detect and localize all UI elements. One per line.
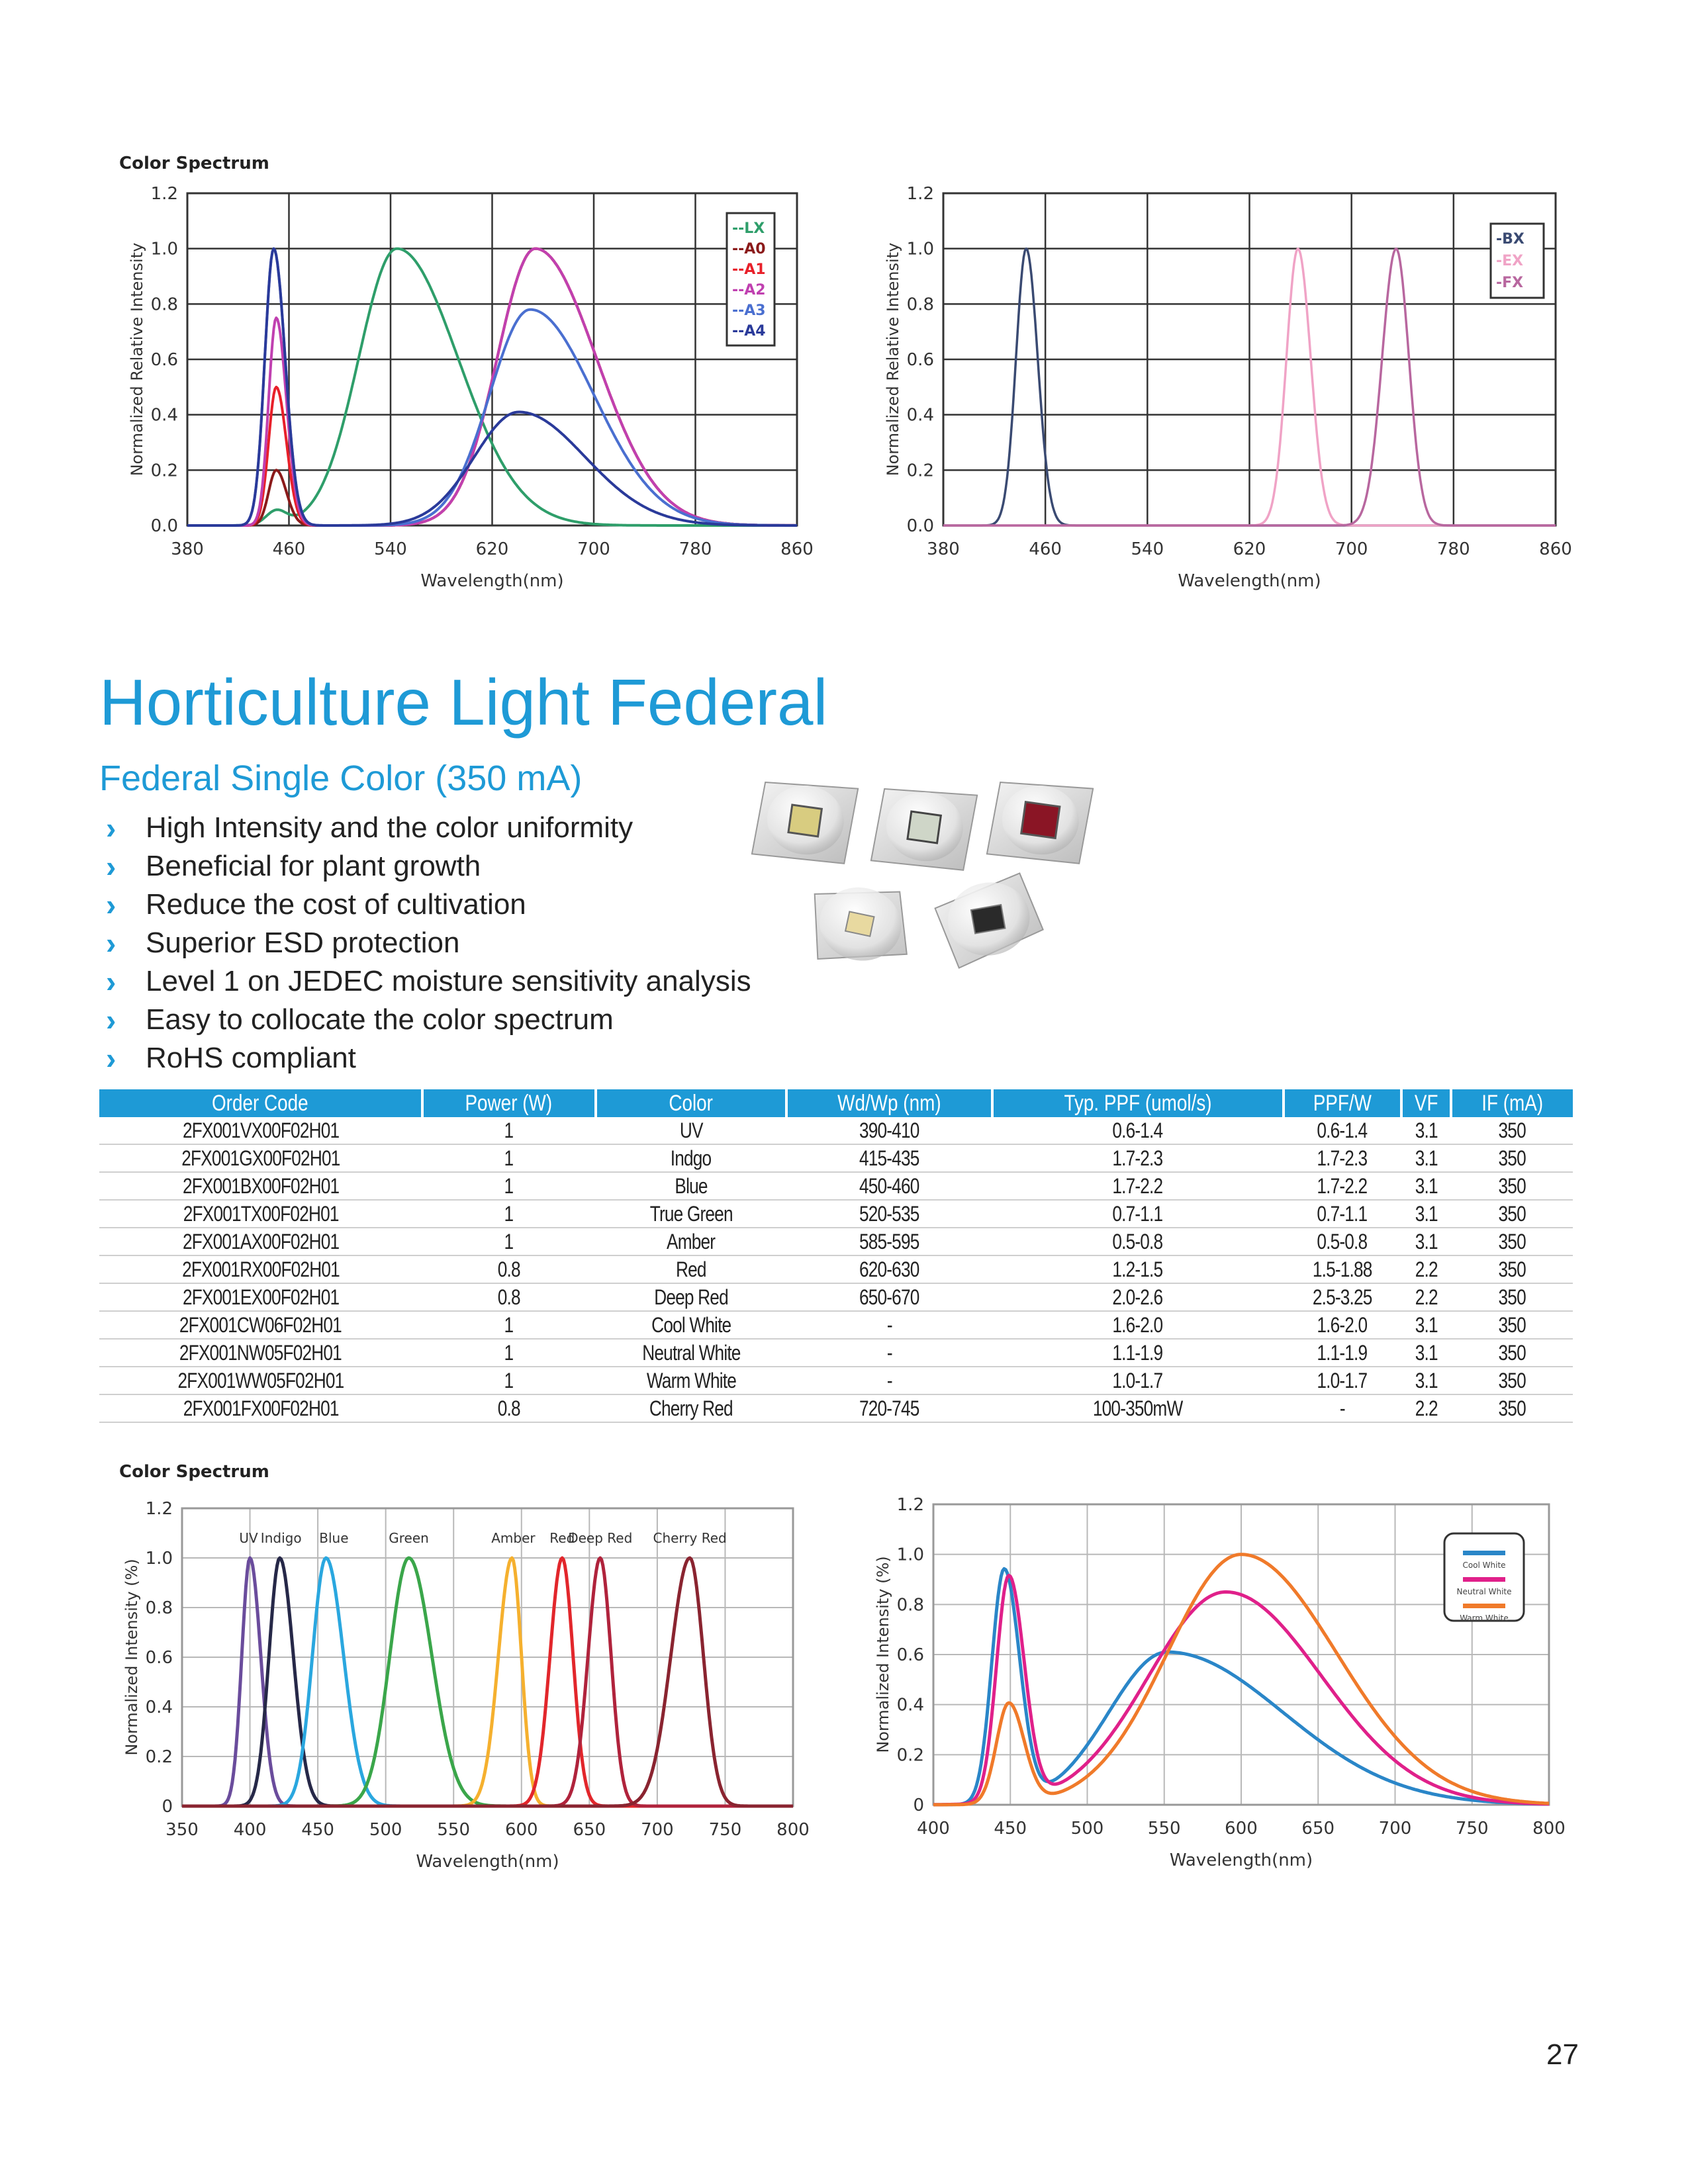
legend-label: --A0 [732, 241, 766, 257]
x-tick-label: 350 [165, 1820, 199, 1840]
legend-label: --LX [732, 220, 765, 237]
table-cell: 1 [422, 1200, 596, 1228]
x-axis-label: Wavelength(nm) [420, 571, 564, 591]
table-cell: 2FX001GX00F02H01 [99, 1144, 422, 1172]
single-color-spectrum-chart [106, 1453, 834, 1883]
y-tick-label: 0 [913, 1796, 924, 1815]
led-white [871, 782, 977, 874]
product-spec-table [99, 1089, 1573, 1423]
y-tick-label: 1.2 [145, 1499, 173, 1519]
chevron-right-icon: › [106, 964, 117, 999]
chevron-right-icon: › [106, 887, 117, 922]
column-header: PPF/W [1284, 1089, 1401, 1117]
legend-label: --A4 [732, 323, 766, 340]
table-cell: 1 [422, 1172, 596, 1200]
table-cell: 1.7-2.3 [1284, 1144, 1401, 1172]
table-row [99, 1117, 1573, 1144]
y-axis-label: Normalized Relative Intensity [128, 242, 146, 477]
table-cell: 1 [422, 1339, 596, 1367]
table-cell: 585-595 [786, 1228, 992, 1255]
table-cell: 620-630 [786, 1255, 992, 1283]
column-header: IF (mA) [1451, 1089, 1573, 1117]
table-cell: 3.1 [1401, 1311, 1452, 1339]
y-tick-label: 1.0 [906, 239, 934, 259]
x-tick-label: 650 [573, 1820, 606, 1840]
x-tick-label: 450 [301, 1820, 334, 1840]
chevron-right-icon: › [106, 811, 117, 845]
x-tick-label: 860 [1539, 539, 1572, 559]
y-axis-label: Normalized Relative Intensity [884, 242, 902, 477]
table-cell: 350 [1451, 1255, 1573, 1283]
legend-label: -BX [1496, 231, 1524, 248]
chevron-right-icon: › [106, 926, 117, 960]
column-header: Typ. PPF (umol/s) [992, 1089, 1284, 1117]
table-cell: 3.1 [1401, 1172, 1452, 1200]
table-cell: 3.1 [1401, 1339, 1452, 1367]
legend-label: Cool White [1462, 1561, 1506, 1570]
table-cell: Deep Red [596, 1283, 786, 1311]
table-cell: 3.1 [1401, 1117, 1452, 1144]
table-cell: 350 [1451, 1394, 1573, 1422]
x-axis-label: Wavelength(nm) [1178, 571, 1321, 591]
legend-swatch [1463, 1604, 1505, 1608]
peak-label: Amber [491, 1530, 536, 1546]
table-cell: Cherry Red [596, 1394, 786, 1422]
table-cell: - [786, 1311, 992, 1339]
x-tick-label: 750 [1455, 1819, 1489, 1839]
legend-swatch [1463, 1551, 1505, 1555]
table-cell: 350 [1451, 1339, 1573, 1367]
y-tick-label: 0.8 [150, 295, 178, 315]
y-tick-label: 0.8 [906, 295, 934, 315]
y-tick-label: 0.2 [906, 461, 934, 481]
x-tick-label: 650 [1301, 1819, 1335, 1839]
table-cell: 2FX001TX00F02H01 [99, 1200, 422, 1228]
feature-item: › RoHS compliant [106, 1041, 356, 1075]
table-cell: 2FX001EX00F02H01 [99, 1283, 422, 1311]
y-tick-label: 0.6 [906, 350, 934, 370]
table-cell: 100-350mW [992, 1394, 1284, 1422]
x-tick-label: 400 [917, 1819, 950, 1839]
table-row [99, 1339, 1573, 1367]
table-row [99, 1367, 1573, 1394]
table-cell: 3.1 [1401, 1144, 1452, 1172]
table-cell: 2.2 [1401, 1394, 1452, 1422]
table-row [99, 1200, 1573, 1228]
x-tick-label: 780 [1437, 539, 1470, 559]
table-cell: 1.1-1.9 [1284, 1339, 1401, 1367]
table-cell: 390-410 [786, 1117, 992, 1144]
chart-title: Color Spectrum [119, 1462, 269, 1482]
table-cell: 2FX001AX00F02H01 [99, 1228, 422, 1255]
column-header: Color [596, 1089, 786, 1117]
table-cell: 350 [1451, 1172, 1573, 1200]
legend-label: --A1 [732, 261, 766, 278]
table-row [99, 1255, 1573, 1283]
table-cell: 0.6-1.4 [1284, 1117, 1401, 1144]
y-axis-label: Normalized Intensity (%) [874, 1556, 892, 1753]
peak-label: Red [549, 1530, 575, 1546]
table-cell: 2FX001WW05F02H01 [99, 1367, 422, 1394]
peak-label: UV [239, 1530, 258, 1546]
table-cell: Neutral White [596, 1339, 786, 1367]
peak-label: Cherry Red [653, 1530, 727, 1546]
feature-item: › Easy to collocate the color spectrum [106, 1003, 614, 1037]
table-cell: 2.2 [1401, 1255, 1452, 1283]
chart-title: Color Spectrum [119, 154, 269, 173]
legend-label: --A2 [732, 282, 766, 298]
y-tick-label: 0.6 [145, 1648, 173, 1668]
table-cell: 350 [1451, 1200, 1573, 1228]
y-tick-label: 0.2 [145, 1747, 173, 1767]
table-header-row [99, 1089, 1573, 1117]
chevron-right-icon: › [106, 1003, 117, 1037]
x-tick-label: 860 [780, 539, 814, 559]
feature-list [106, 809, 751, 1077]
y-tick-label: 0.8 [145, 1598, 173, 1618]
feature-item: › High Intensity and the color uniformity [106, 811, 633, 845]
legend-label: Neutral White [1456, 1587, 1512, 1596]
table-cell: 1 [422, 1311, 596, 1339]
table-cell: 1.5-1.88 [1284, 1255, 1401, 1283]
table-cell: 2.5-3.25 [1284, 1283, 1401, 1311]
table-cell: 2FX001NW05F02H01 [99, 1339, 422, 1367]
page-number: 27 [1546, 2038, 1579, 2071]
table-cell: 3.1 [1401, 1200, 1452, 1228]
y-tick-label: 0.8 [896, 1595, 924, 1615]
column-header: VF [1401, 1089, 1452, 1117]
table-cell: - [786, 1339, 992, 1367]
y-tick-label: 0.6 [150, 350, 178, 370]
table-cell: 3.1 [1401, 1228, 1452, 1255]
y-tick-label: 0.4 [150, 405, 178, 426]
x-tick-label: 800 [1532, 1819, 1566, 1839]
x-tick-label: 780 [679, 539, 712, 559]
led-dome-dark [931, 871, 1047, 970]
white-spectrum-chart [854, 1453, 1582, 1883]
table-cell: 1.2-1.5 [992, 1255, 1284, 1283]
table-cell: - [786, 1367, 992, 1394]
led-dome-clear [802, 875, 919, 977]
table-cell: 2FX001RX00F02H01 [99, 1255, 422, 1283]
led-yellow [752, 775, 858, 867]
chevron-right-icon: › [106, 1041, 117, 1075]
x-tick-label: 700 [577, 539, 610, 559]
table-cell: 2.2 [1401, 1283, 1452, 1311]
x-tick-label: 450 [994, 1819, 1027, 1839]
column-header: Power (W) [422, 1089, 596, 1117]
peak-label: Green [389, 1530, 429, 1546]
table-cell: UV [596, 1117, 786, 1144]
x-tick-label: 600 [1225, 1819, 1258, 1839]
page-title: Horticulture Light Federal [99, 666, 828, 739]
y-tick-label: 0.4 [896, 1695, 924, 1715]
table-cell: 2.0-2.6 [992, 1283, 1284, 1311]
legend-label: Warm White [1460, 1614, 1509, 1623]
table-cell: 1.7-2.3 [992, 1144, 1284, 1172]
table-cell: 2FX001FX00F02H01 [99, 1394, 422, 1422]
y-tick-label: 1.0 [145, 1549, 173, 1569]
table-row [99, 1283, 1573, 1311]
table-cell: 350 [1451, 1144, 1573, 1172]
y-tick-label: 0.4 [145, 1698, 173, 1717]
table-cell: 2FX001CW06F02H01 [99, 1311, 422, 1339]
table-cell: 0.5-0.8 [992, 1228, 1284, 1255]
y-tick-label: 0.0 [906, 516, 934, 536]
table-row [99, 1394, 1573, 1422]
peak-label: Blue [319, 1530, 349, 1546]
table-cell: 3.1 [1401, 1367, 1452, 1394]
table-row [99, 1311, 1573, 1339]
feature-item: › Level 1 on JEDEC moisture sensitivity analysis [106, 964, 751, 999]
x-tick-label: 600 [504, 1820, 538, 1840]
chevron-right-icon: › [106, 849, 117, 884]
table-cell: Blue [596, 1172, 786, 1200]
x-tick-label: 800 [776, 1820, 810, 1840]
led-product-image [741, 761, 1099, 979]
table-cell: - [1284, 1394, 1401, 1422]
table-cell: 415-435 [786, 1144, 992, 1172]
y-tick-label: 1.2 [896, 1495, 924, 1515]
y-axis-label: Normalized Intensity (%) [122, 1559, 141, 1756]
table-cell: 0.7-1.1 [992, 1200, 1284, 1228]
x-tick-label: 700 [641, 1820, 674, 1840]
table-cell: 1.0-1.7 [1284, 1367, 1401, 1394]
peak-label: Deep Red [568, 1530, 633, 1546]
feature-item: › Beneficial for plant growth [106, 849, 481, 884]
table-cell: 1.6-2.0 [1284, 1311, 1401, 1339]
x-tick-label: 500 [1070, 1819, 1104, 1839]
table-cell: 0.8 [422, 1255, 596, 1283]
table-cell: 1.1-1.9 [992, 1339, 1284, 1367]
table-cell: 0.5-0.8 [1284, 1228, 1401, 1255]
table-cell: 350 [1451, 1117, 1573, 1144]
color-spectrum-chart-top-right [861, 139, 1589, 615]
table-cell: 2FX001VX00F02H01 [99, 1117, 422, 1144]
feature-item: › Superior ESD protection [106, 926, 460, 960]
table-cell: 1 [422, 1117, 596, 1144]
column-header: Order Code [99, 1089, 422, 1117]
x-tick-label: 380 [171, 539, 204, 559]
y-tick-label: 0.6 [896, 1645, 924, 1665]
table-cell: 720-745 [786, 1394, 992, 1422]
legend-swatch [1463, 1577, 1505, 1582]
y-tick-label: 1.0 [896, 1545, 924, 1565]
y-tick-label: 1.2 [150, 184, 178, 204]
table-cell: 520-535 [786, 1200, 992, 1228]
legend-label: -FX [1496, 275, 1524, 291]
table-cell: 1 [422, 1228, 596, 1255]
table-cell: 650-670 [786, 1283, 992, 1311]
table-cell: 350 [1451, 1228, 1573, 1255]
table-cell: 0.6-1.4 [992, 1117, 1284, 1144]
led-red [987, 775, 1093, 867]
y-tick-label: 0.2 [150, 461, 178, 481]
peak-label: Indigo [260, 1530, 302, 1546]
table-cell: 1 [422, 1367, 596, 1394]
y-tick-label: 0.2 [896, 1745, 924, 1766]
table-cell: Amber [596, 1228, 786, 1255]
table-cell: 1.7-2.2 [992, 1172, 1284, 1200]
legend-label: -EX [1496, 253, 1524, 269]
table-cell: Cool White [596, 1311, 786, 1339]
x-tick-label: 700 [1335, 539, 1368, 559]
x-tick-label: 620 [475, 539, 509, 559]
table-cell: Indgo [596, 1144, 786, 1172]
x-tick-label: 460 [1029, 539, 1062, 559]
table-cell: 350 [1451, 1311, 1573, 1339]
x-tick-label: 500 [369, 1820, 402, 1840]
column-header: Wd/Wp (nm) [786, 1089, 992, 1117]
x-tick-label: 380 [927, 539, 960, 559]
table-cell: 350 [1451, 1367, 1573, 1394]
table-cell: Warm White [596, 1367, 786, 1394]
color-spectrum-chart-top-left [106, 139, 834, 615]
table-cell: Red [596, 1255, 786, 1283]
table-row [99, 1172, 1573, 1200]
table-cell: True Green [596, 1200, 786, 1228]
x-axis-label: Wavelength(nm) [1169, 1850, 1313, 1870]
y-tick-label: 1.0 [150, 239, 178, 259]
table-row [99, 1144, 1573, 1172]
table-row [99, 1228, 1573, 1255]
legend-label: --A3 [732, 302, 766, 319]
table-cell: 1.6-2.0 [992, 1311, 1284, 1339]
x-tick-label: 550 [1147, 1819, 1181, 1839]
x-tick-label: 460 [272, 539, 306, 559]
y-tick-label: 0.0 [150, 516, 178, 536]
feature-item: › Reduce the cost of cultivation [106, 887, 526, 922]
table-cell: 350 [1451, 1283, 1573, 1311]
x-tick-label: 540 [374, 539, 407, 559]
table-cell: 0.7-1.1 [1284, 1200, 1401, 1228]
x-tick-label: 700 [1378, 1819, 1412, 1839]
table-cell: 1 [422, 1144, 596, 1172]
series-line-indigo [182, 1558, 793, 1806]
y-tick-label: 0 [162, 1797, 173, 1817]
table-cell: 1.7-2.2 [1284, 1172, 1401, 1200]
table-cell: 450-460 [786, 1172, 992, 1200]
table-cell: 2FX001BX00F02H01 [99, 1172, 422, 1200]
x-tick-label: 550 [437, 1820, 471, 1840]
x-axis-label: Wavelength(nm) [416, 1852, 559, 1872]
table-cell: 0.8 [422, 1394, 596, 1422]
x-tick-label: 400 [233, 1820, 267, 1840]
y-tick-label: 0.4 [906, 405, 934, 426]
x-tick-label: 620 [1233, 539, 1266, 559]
x-tick-label: 540 [1131, 539, 1164, 559]
table-cell: 0.8 [422, 1283, 596, 1311]
table-cell: 1.0-1.7 [992, 1367, 1284, 1394]
section-subtitle: Federal Single Color (350 mA) [99, 758, 583, 798]
y-tick-label: 1.2 [906, 184, 934, 204]
x-tick-label: 750 [708, 1820, 742, 1840]
